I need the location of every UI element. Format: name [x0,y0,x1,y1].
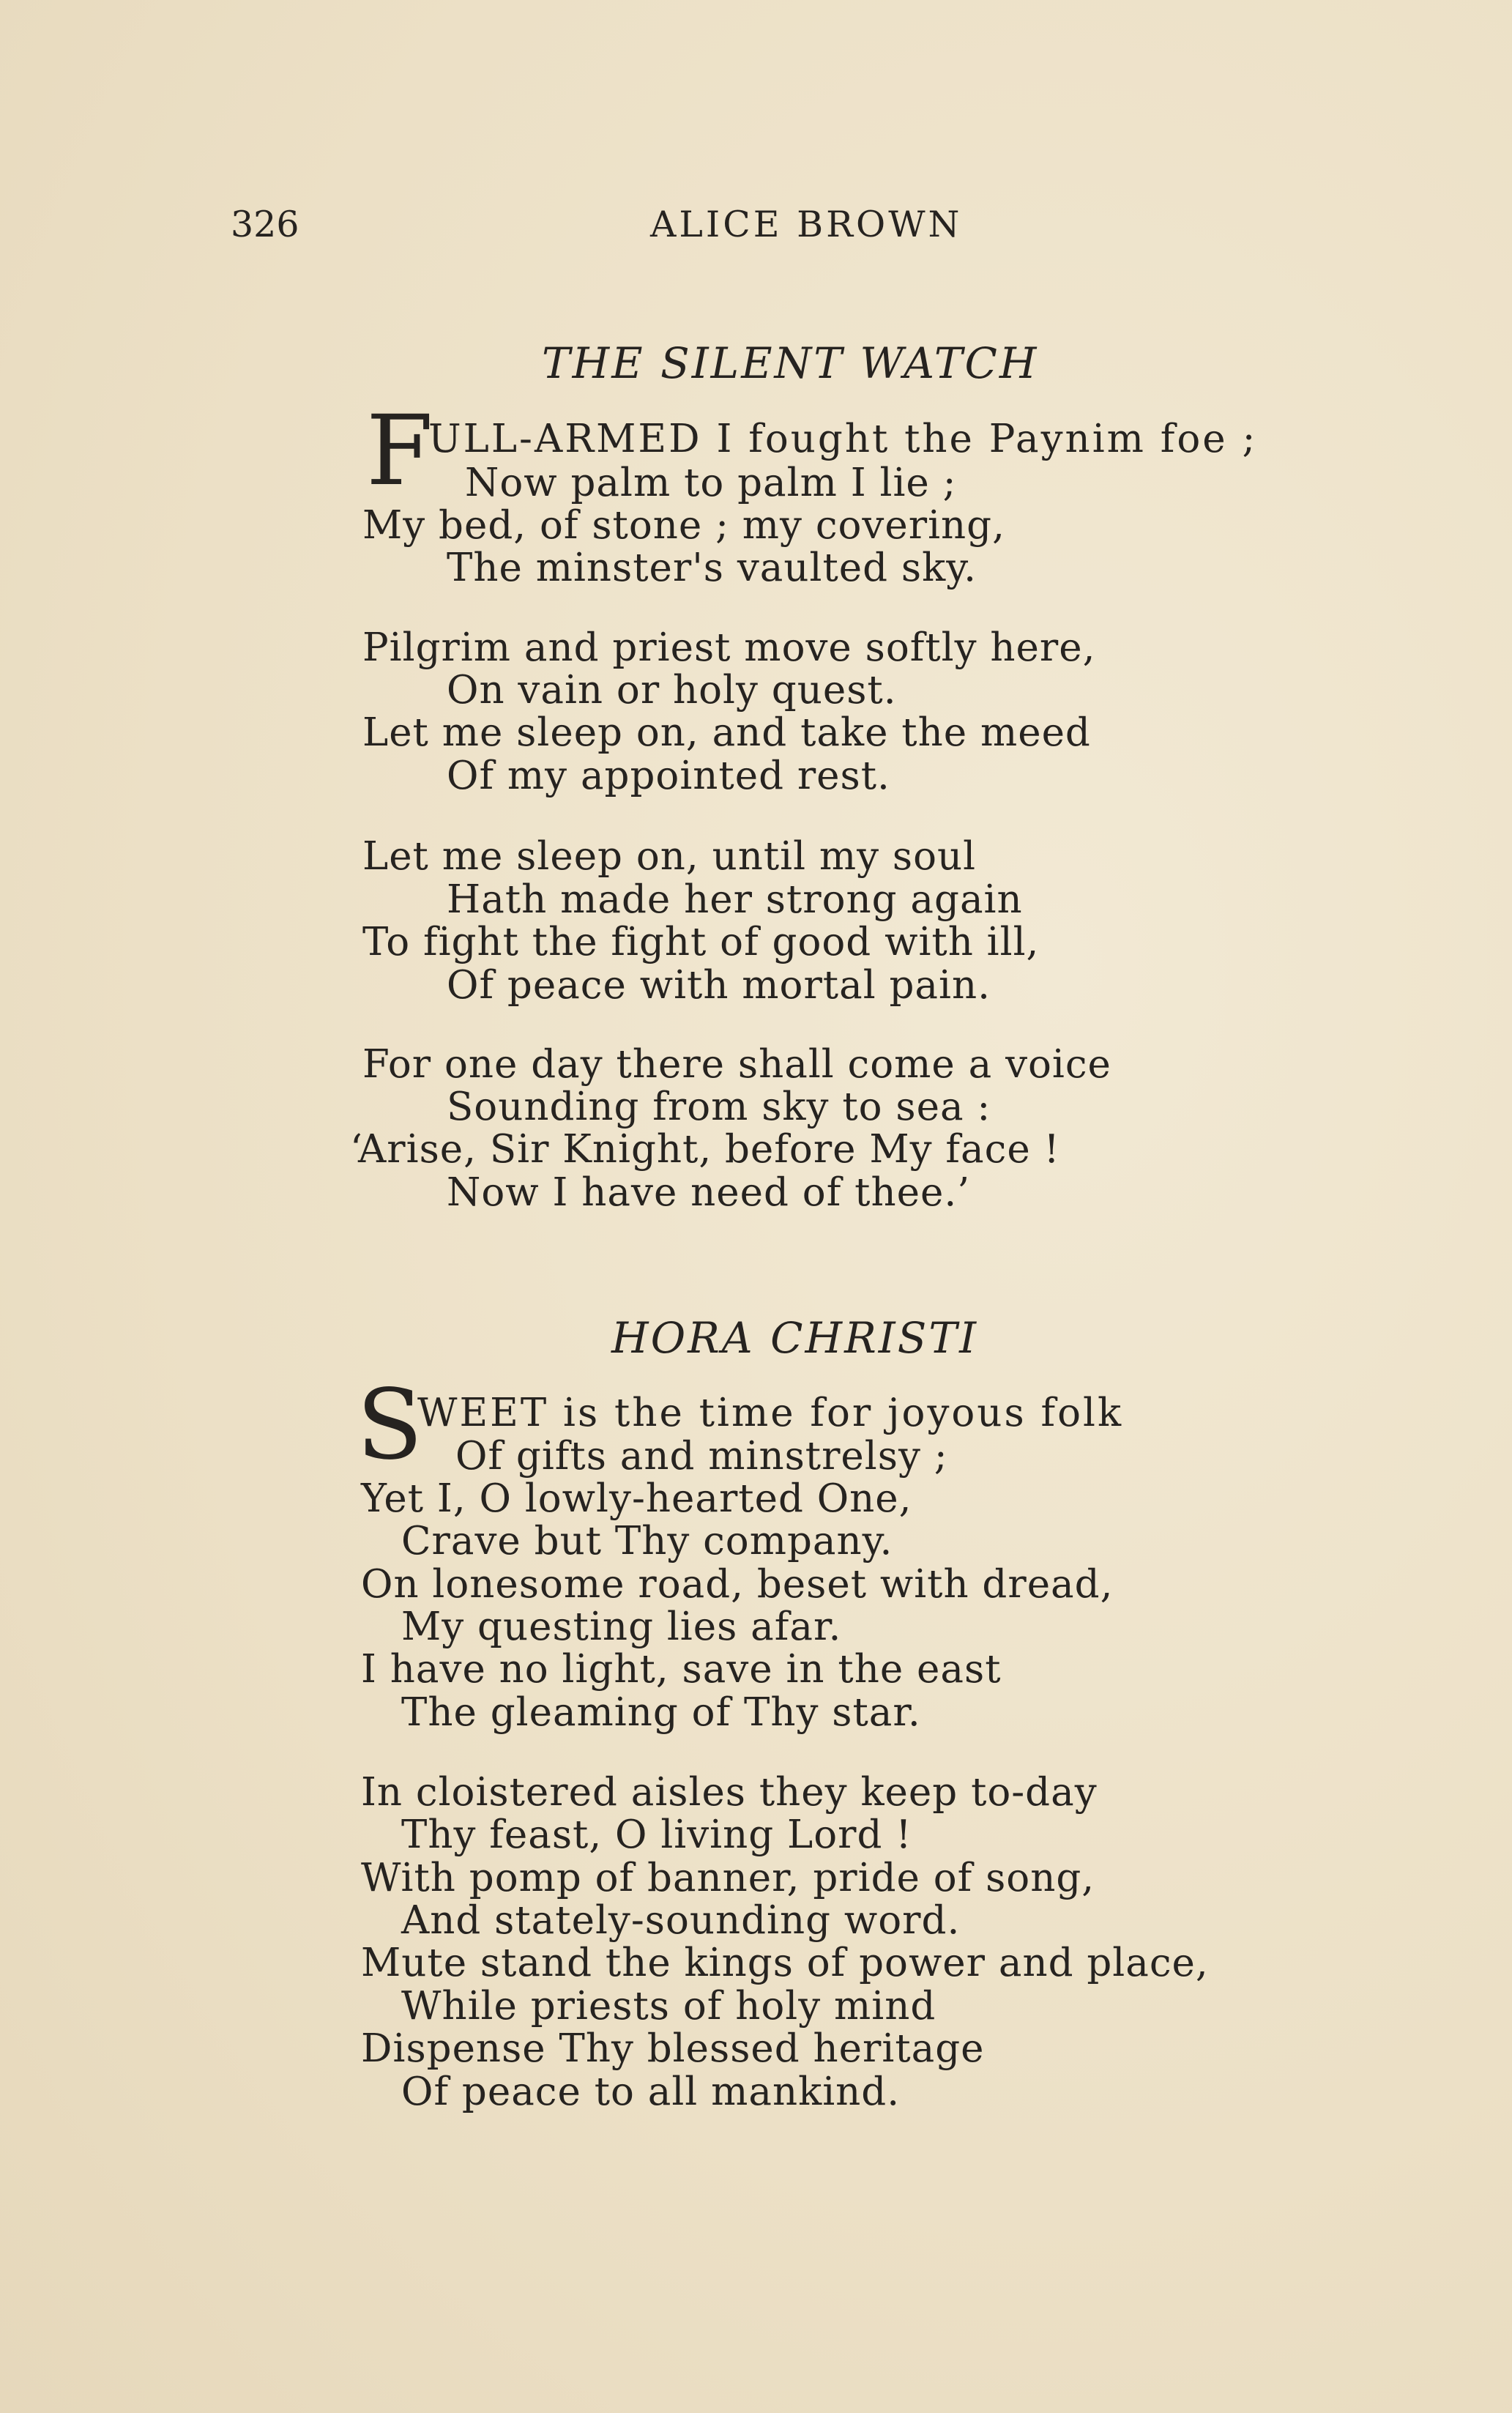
drop-cap: F [366,395,433,507]
poem-line: Hath made her strong again [447,877,1023,922]
poem-line: Mute stand the kings of power and place, [361,1941,1209,1985]
running-head [0,204,1512,255]
drop-cap: S [357,1369,423,1481]
poem-line: Of peace with mortal pain. [447,963,991,1008]
poem-line: Now I have need of thee.’ [447,1170,971,1215]
poem-line: ‘Arise, Sir Knight, before My face ! [350,1127,1060,1172]
poem-line: On lonesome road, beset with dread, [361,1562,1114,1607]
poem-line: On vain or holy quest. [447,668,897,713]
poem-line: Crave but Thy company. [401,1519,893,1564]
poem-line: Yet I, O lowly-hearted One, [361,1476,912,1521]
running-title: ALICE BROWN [650,204,963,245]
poem-line: ULL-ARMED I fought the Paynim foe ; [428,417,1258,461]
poem-line: With pomp of banner, pride of song, [361,1856,1095,1900]
poem-line: My bed, of stone ; my covering, [362,503,1005,548]
poem-line: Pilgrim and priest move softly here, [362,625,1096,670]
poem-title: THE SILENT WATCH [542,338,1039,388]
poem-line: In cloistered aisles they keep to-day [361,1770,1098,1815]
poem-line: Of peace to all mankind. [401,2070,901,2114]
poem-line: Let me sleep on, until my soul [362,834,977,879]
poem-line: Sounding from sky to sea : [447,1085,991,1129]
poem-line: Of my appointed rest. [447,754,890,798]
poem-line: I have no light, save in the east [361,1647,1002,1692]
poem-line: And stately-sounding word. [401,1898,961,1943]
poem-line: To fight the fight of good with ill, [362,920,1040,964]
poem-line: Now palm to palm I lie ; [465,461,957,505]
poem-line: Let me sleep on, and take the meed [362,710,1091,755]
poem-title: HORA CHRISTI [611,1313,978,1363]
poem-line: Of gifts and minstrelsy ; [455,1434,948,1479]
poem-line: While priests of holy mind [401,1984,936,2029]
poem-line: WEET is the time for joyous folk [417,1391,1124,1435]
poem-line: My questing lies afar. [401,1605,842,1649]
page-number: 326 [231,204,299,245]
poem-line: The minster's vaulted sky. [447,546,977,590]
poem-line: Dispense Thy blessed heritage [361,2026,985,2071]
poem-line: For one day there shall come a voice [362,1042,1111,1087]
poem-line: Thy feast, O living Lord ! [401,1812,912,1857]
poem-line: The gleaming of Thy star. [401,1690,921,1735]
